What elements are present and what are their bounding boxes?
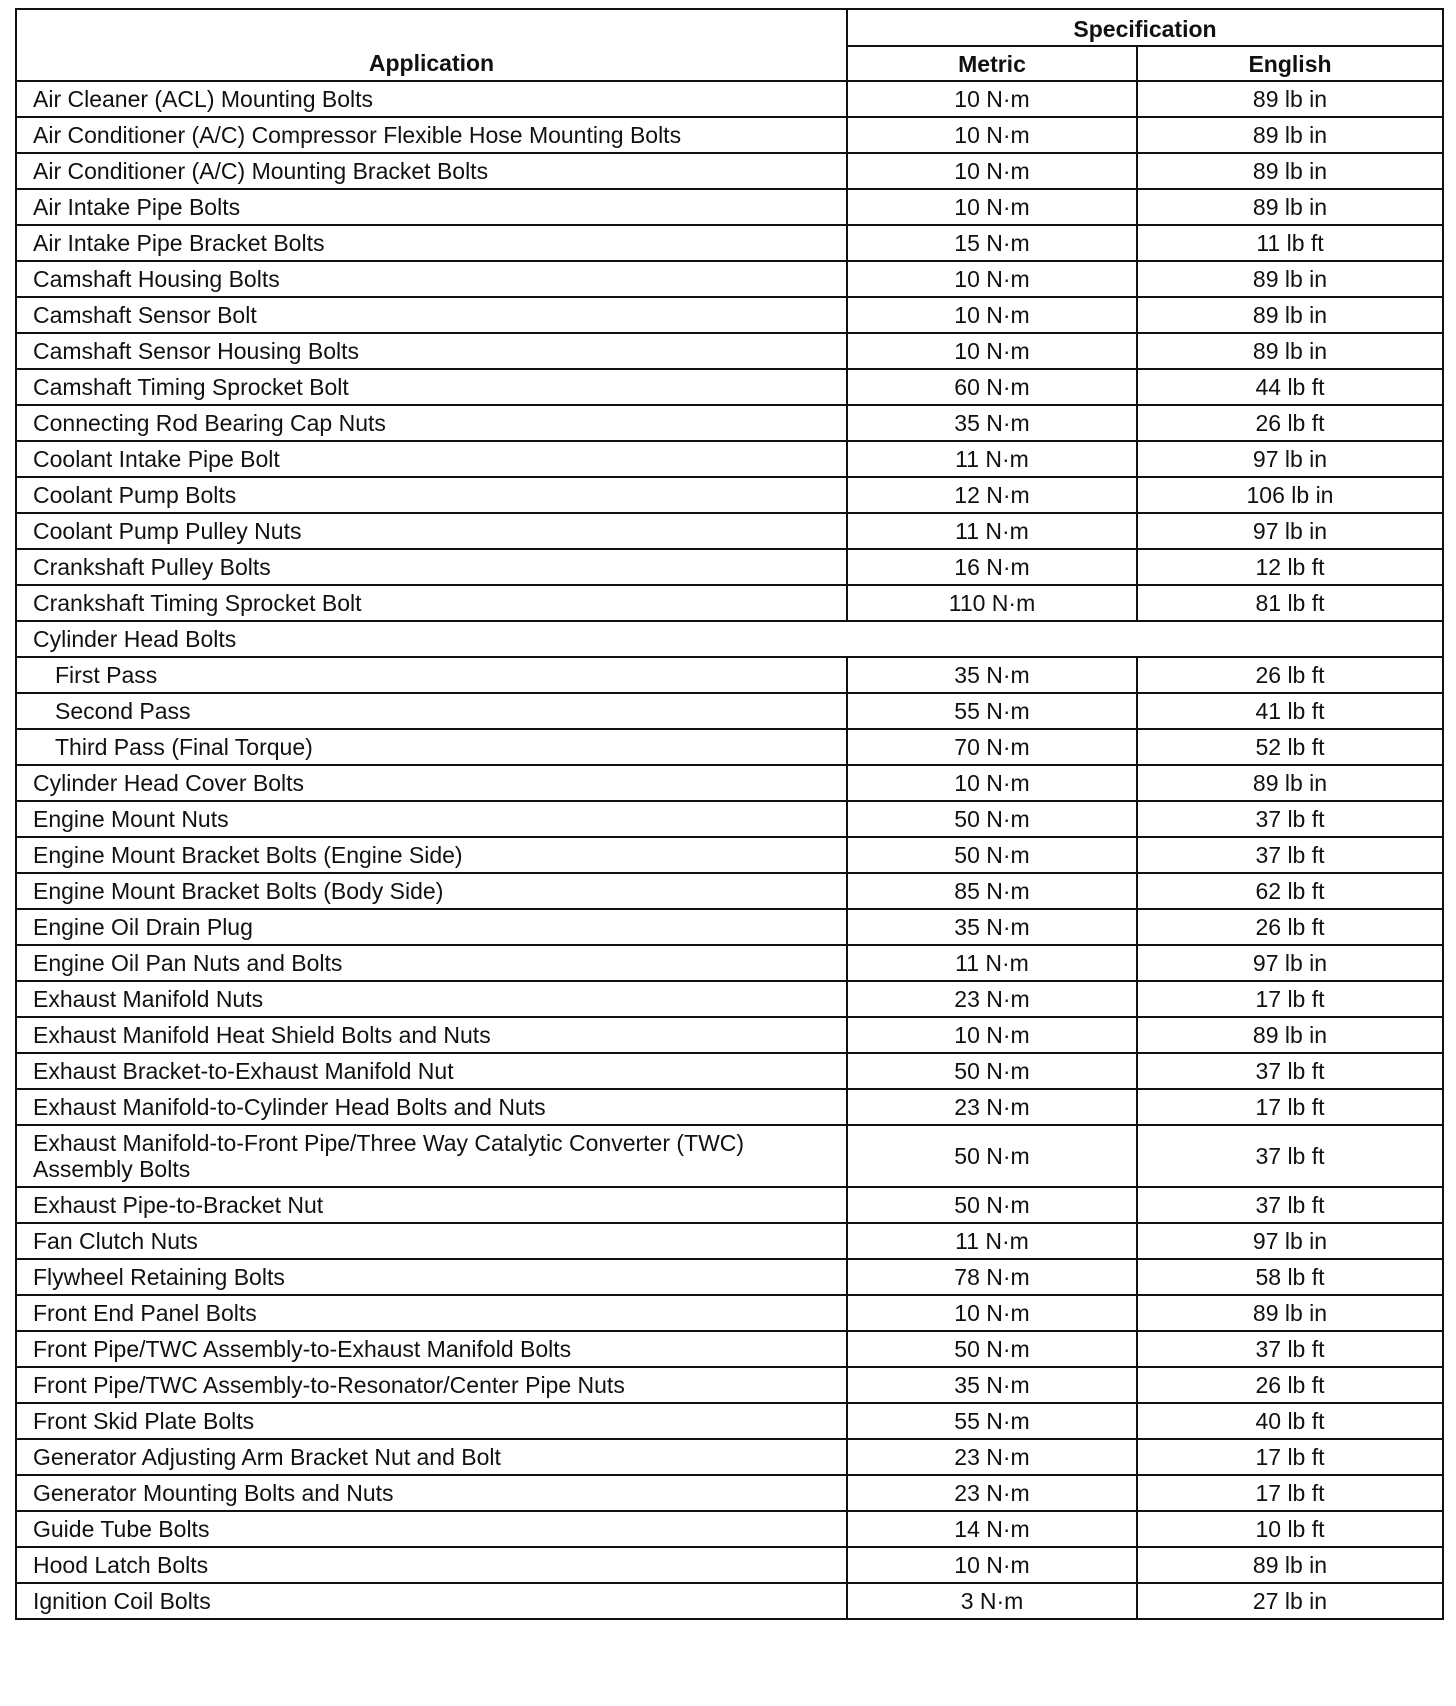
header-row-top [16, 9, 1443, 46]
application-cell: Engine Mount Bracket Bolts (Body Side) [16, 873, 847, 909]
application-cell: Coolant Pump Pulley Nuts [16, 513, 847, 549]
metric-cell: 12 N·m [847, 477, 1137, 513]
english-cell: 52 lb ft [1137, 729, 1443, 765]
english-cell: 40 lb ft [1137, 1403, 1443, 1439]
english-cell: 11 lb ft [1137, 225, 1443, 261]
table-row [16, 513, 1443, 549]
header-english: English [1137, 46, 1443, 81]
table-row [16, 729, 1443, 765]
application-cell: Engine Mount Bracket Bolts (Engine Side) [16, 837, 847, 873]
english-cell: 10 lb ft [1137, 1511, 1443, 1547]
application-cell: Engine Oil Pan Nuts and Bolts [16, 945, 847, 981]
metric-cell: 10 N·m [847, 1017, 1137, 1053]
metric-cell: 110 N·m [847, 585, 1137, 621]
application-cell: Exhaust Pipe-to-Bracket Nut [16, 1187, 847, 1223]
application-cell: Camshaft Housing Bolts [16, 261, 847, 297]
english-cell: 17 lb ft [1137, 1439, 1443, 1475]
application-cell: First Pass [16, 657, 847, 693]
table-row [16, 369, 1443, 405]
application-cell: Ignition Coil Bolts [16, 1583, 847, 1619]
table-row [16, 693, 1443, 729]
table-row [16, 873, 1443, 909]
application-cell: Exhaust Manifold Heat Shield Bolts and Nuts [16, 1017, 847, 1053]
english-cell: 27 lb in [1137, 1583, 1443, 1619]
application-cell: Exhaust Manifold-to-Front Pipe/Three Way Catalytic Converter (TWC) Assembly Bolts [16, 1125, 847, 1187]
metric-cell: 14 N·m [847, 1511, 1137, 1547]
application-cell: Coolant Intake Pipe Bolt [16, 441, 847, 477]
english-cell: 89 lb in [1137, 297, 1443, 333]
metric-cell: 85 N·m [847, 873, 1137, 909]
application-cell: Engine Oil Drain Plug [16, 909, 847, 945]
table-row [16, 1367, 1443, 1403]
metric-cell: 23 N·m [847, 1439, 1137, 1475]
application-cell: Exhaust Bracket-to-Exhaust Manifold Nut [16, 1053, 847, 1089]
metric-cell: 55 N·m [847, 1403, 1137, 1439]
application-cell: Air Intake Pipe Bolts [16, 189, 847, 225]
application-cell: Flywheel Retaining Bolts [16, 1259, 847, 1295]
english-cell: 37 lb ft [1137, 1331, 1443, 1367]
application-cell: Camshaft Timing Sprocket Bolt [16, 369, 847, 405]
table-row [16, 1223, 1443, 1259]
table-row [16, 981, 1443, 1017]
application-cell: Third Pass (Final Torque) [16, 729, 847, 765]
english-cell: 97 lb in [1137, 441, 1443, 477]
table-row [16, 1439, 1443, 1475]
metric-cell: 10 N·m [847, 1547, 1137, 1583]
english-cell: 17 lb ft [1137, 1475, 1443, 1511]
english-cell: 89 lb in [1137, 1547, 1443, 1583]
metric-cell: 50 N·m [847, 1331, 1137, 1367]
table-row [16, 297, 1443, 333]
table-row [16, 405, 1443, 441]
application-cell: Generator Adjusting Arm Bracket Nut and Bolt [16, 1439, 847, 1475]
english-cell: 44 lb ft [1137, 369, 1443, 405]
english-cell: 89 lb in [1137, 81, 1443, 117]
table-row [16, 1511, 1443, 1547]
english-cell: 58 lb ft [1137, 1259, 1443, 1295]
english-cell: 97 lb in [1137, 1223, 1443, 1259]
application-cell: Exhaust Manifold Nuts [16, 981, 847, 1017]
english-cell: 89 lb in [1137, 189, 1443, 225]
metric-cell: 50 N·m [847, 1187, 1137, 1223]
application-cell: Front Pipe/TWC Assembly-to-Resonator/Center Pipe Nuts [16, 1367, 847, 1403]
application-cell: Front End Panel Bolts [16, 1295, 847, 1331]
table-row [16, 153, 1443, 189]
english-cell: 89 lb in [1137, 117, 1443, 153]
metric-cell: 55 N·m [847, 693, 1137, 729]
metric-cell: 11 N·m [847, 1223, 1137, 1259]
table-row [16, 441, 1443, 477]
metric-cell: 10 N·m [847, 333, 1137, 369]
table-row [16, 189, 1443, 225]
english-cell: 17 lb ft [1137, 1089, 1443, 1125]
english-cell: 97 lb in [1137, 513, 1443, 549]
metric-cell: 50 N·m [847, 837, 1137, 873]
application-cell: Camshaft Sensor Bolt [16, 297, 847, 333]
application-cell: Fan Clutch Nuts [16, 1223, 847, 1259]
header-specification: Specification [847, 9, 1443, 46]
table-row [16, 333, 1443, 369]
english-cell: 37 lb ft [1137, 1187, 1443, 1223]
table-row [16, 765, 1443, 801]
metric-cell: 11 N·m [847, 513, 1137, 549]
table-row [16, 1583, 1443, 1619]
header-metric: Metric [847, 46, 1137, 81]
table-row [16, 261, 1443, 297]
metric-cell: 10 N·m [847, 153, 1137, 189]
english-cell: 89 lb in [1137, 261, 1443, 297]
metric-cell: 16 N·m [847, 549, 1137, 585]
table-row [16, 225, 1443, 261]
application-cell: Second Pass [16, 693, 847, 729]
application-cell: Crankshaft Pulley Bolts [16, 549, 847, 585]
table-row [16, 621, 1443, 657]
english-cell: 37 lb ft [1137, 1125, 1443, 1187]
application-cell: Front Pipe/TWC Assembly-to-Exhaust Manifold Bolts [16, 1331, 847, 1367]
metric-cell: 23 N·m [847, 1475, 1137, 1511]
table-body [16, 81, 1443, 1619]
english-cell: 26 lb ft [1137, 1367, 1443, 1403]
english-cell: 89 lb in [1137, 153, 1443, 189]
application-cell: Exhaust Manifold-to-Cylinder Head Bolts and Nuts [16, 1089, 847, 1125]
english-cell: 37 lb ft [1137, 1053, 1443, 1089]
table-header [16, 9, 1443, 81]
metric-cell: 10 N·m [847, 81, 1137, 117]
metric-cell: 35 N·m [847, 657, 1137, 693]
english-cell: 81 lb ft [1137, 585, 1443, 621]
application-cell: Crankshaft Timing Sprocket Bolt [16, 585, 847, 621]
english-cell: 37 lb ft [1137, 801, 1443, 837]
english-cell: 89 lb in [1137, 765, 1443, 801]
application-cell: Cylinder Head Cover Bolts [16, 765, 847, 801]
metric-cell: 60 N·m [847, 369, 1137, 405]
torque-spec-table [15, 8, 1444, 1620]
metric-cell: 10 N·m [847, 117, 1137, 153]
table-row [16, 1331, 1443, 1367]
metric-cell: 35 N·m [847, 1367, 1137, 1403]
table-row [16, 477, 1443, 513]
table-row [16, 657, 1443, 693]
metric-cell: 11 N·m [847, 945, 1137, 981]
metric-cell: 10 N·m [847, 189, 1137, 225]
table-row [16, 1547, 1443, 1583]
metric-cell: 35 N·m [847, 909, 1137, 945]
table-row [16, 81, 1443, 117]
application-cell: Hood Latch Bolts [16, 1547, 847, 1583]
table-row [16, 1259, 1443, 1295]
table-row [16, 1187, 1443, 1223]
application-cell: Air Conditioner (A/C) Mounting Bracket Bolts [16, 153, 847, 189]
metric-cell: 3 N·m [847, 1583, 1137, 1619]
metric-cell: 50 N·m [847, 1053, 1137, 1089]
application-cell: Connecting Rod Bearing Cap Nuts [16, 405, 847, 441]
english-cell: 41 lb ft [1137, 693, 1443, 729]
english-cell: 106 lb in [1137, 477, 1443, 513]
metric-cell: 35 N·m [847, 405, 1137, 441]
metric-cell: 10 N·m [847, 297, 1137, 333]
english-cell: 97 lb in [1137, 945, 1443, 981]
english-cell: 17 lb ft [1137, 981, 1443, 1017]
application-cell: Generator Mounting Bolts and Nuts [16, 1475, 847, 1511]
table-row [16, 1403, 1443, 1439]
table-row [16, 117, 1443, 153]
metric-cell: 70 N·m [847, 729, 1137, 765]
metric-cell: 50 N·m [847, 1125, 1137, 1187]
metric-cell: 10 N·m [847, 1295, 1137, 1331]
english-cell: 89 lb in [1137, 1295, 1443, 1331]
group-label-cell: Cylinder Head Bolts [16, 621, 1443, 657]
application-cell: Camshaft Sensor Housing Bolts [16, 333, 847, 369]
metric-cell: 78 N·m [847, 1259, 1137, 1295]
metric-cell: 10 N·m [847, 261, 1137, 297]
table-row [16, 837, 1443, 873]
table-row [16, 909, 1443, 945]
metric-cell: 50 N·m [847, 801, 1137, 837]
english-cell: 62 lb ft [1137, 873, 1443, 909]
english-cell: 12 lb ft [1137, 549, 1443, 585]
metric-cell: 15 N·m [847, 225, 1137, 261]
metric-cell: 23 N·m [847, 981, 1137, 1017]
table-row [16, 1125, 1443, 1187]
metric-cell: 23 N·m [847, 1089, 1137, 1125]
metric-cell: 10 N·m [847, 765, 1137, 801]
table-row [16, 945, 1443, 981]
application-cell: Guide Tube Bolts [16, 1511, 847, 1547]
header-application: Application [16, 9, 847, 81]
application-cell: Air Intake Pipe Bracket Bolts [16, 225, 847, 261]
table-row [16, 549, 1443, 585]
table-row [16, 1295, 1443, 1331]
table-row [16, 1475, 1443, 1511]
english-cell: 37 lb ft [1137, 837, 1443, 873]
english-cell: 89 lb in [1137, 333, 1443, 369]
table-row [16, 1089, 1443, 1125]
table-row [16, 1053, 1443, 1089]
application-cell: Air Cleaner (ACL) Mounting Bolts [16, 81, 847, 117]
english-cell: 26 lb ft [1137, 405, 1443, 441]
english-cell: 26 lb ft [1137, 909, 1443, 945]
english-cell: 26 lb ft [1137, 657, 1443, 693]
english-cell: 89 lb in [1137, 1017, 1443, 1053]
application-cell: Engine Mount Nuts [16, 801, 847, 837]
table-row [16, 801, 1443, 837]
application-cell: Coolant Pump Bolts [16, 477, 847, 513]
table-row [16, 585, 1443, 621]
application-cell: Air Conditioner (A/C) Compressor Flexible Hose Mounting Bolts [16, 117, 847, 153]
table-row [16, 1017, 1443, 1053]
application-cell: Front Skid Plate Bolts [16, 1403, 847, 1439]
metric-cell: 11 N·m [847, 441, 1137, 477]
